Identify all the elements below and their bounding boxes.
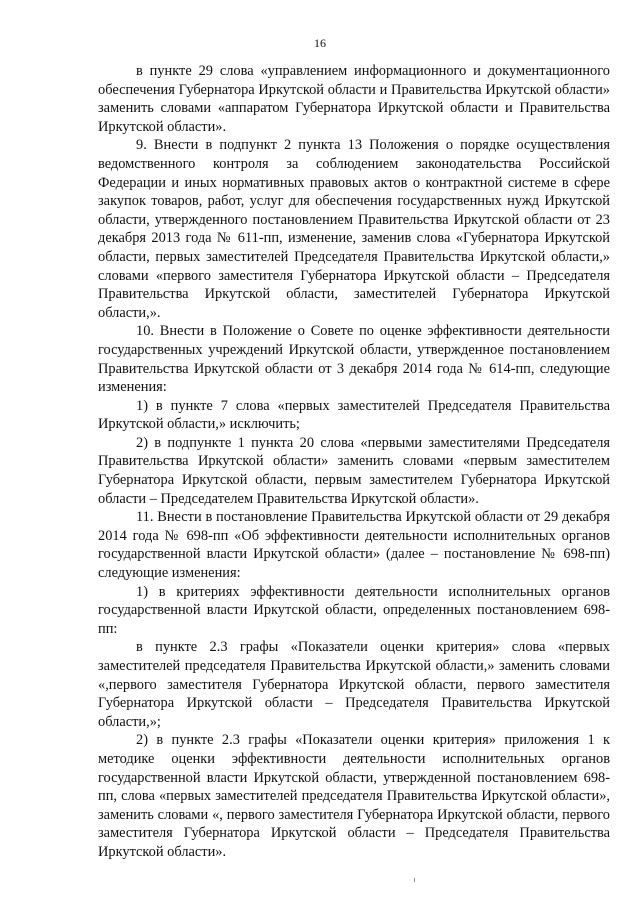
document-body (98, 62, 610, 862)
paragraph: 11. Внести в постановление Правительства Иркутской области от 29 декабря 2014 года № 698-пп «Об эффективности деятельности исполнительных органов государственной власти Иркутской области» (далее – постановление № 698-пп) следующие изменения: (98, 509, 610, 582)
paragraph: 1) в критериях эффективности деятельности исполнительных органов государственной власти Иркутской области, определенных постановлением 698-пп: (98, 583, 610, 637)
paragraph: 2) в подпункте 1 пункта 20 слова «первыми заместителями Председателя Правительства Иркутской области» заменить словами «первым заместителем Губернатора Иркутской области, первым заместителем Губернатора Иркутской области – Председателем Правительства Иркутской области». (98, 434, 610, 507)
scan-speck (414, 878, 415, 882)
page-number: 16 (314, 36, 326, 50)
paragraph: 10. Внести в Положение о Совете по оценке эффективности деятельности государственных учреждений Иркутской области, утвержденное постановлением Правительства Иркутской области от 3 декабря 2014 года № 614-пп, следующие изменения: (98, 323, 610, 396)
paragraph: 1) в пункте 7 слова «первых заместителей Председателя Правительства Иркутской области,» исключить; (98, 397, 610, 433)
paragraph: 2) в пункте 2.3 графы «Показатели оценки критерия» приложения 1 к методике оценки эффективности деятельности исполнительных органов государственной власти Иркутской области, утвержденной постановлением 698-пп, слова «первых заместителей председателя Правительства Иркутской области», заменить словами «, первого заместителя Губернатора Иркутской области, первого заместителя Губернатора Иркутской области – Председателя Правительства Иркутской области». (98, 732, 610, 860)
paragraph: 9. Внести в подпункт 2 пункта 13 Положения о порядке осуществления ведомственного контроля за соблюдением законодательства Российской Федерации и иных нормативных правовых актов о контрактной системе в сфере закупок товаров, работ, услуг для обеспечения государственных нужд Иркутской области, утвержденного постановлением Правительства Иркутской области от 23 декабря 2013 года № 611-пп, изменение, заменив слова «Губернатора Иркутской области, первых заместителей Председателя Правительства Иркутской области,» словами «первого заместителя Губернатора Иркутской области – Председателя Правительства Иркутской области, заместителей Губернатора Иркутской области,». (98, 137, 610, 321)
paragraph: в пункте 2.3 графы «Показатели оценки критерия» слова «первых заместителей председателя Правительства Иркутской области,» заменить словами «,первого заместителя Губернатора Иркутской области, первого заместителя Губернатора Иркутской области – Председателя Правительства Иркутской области,»; (98, 639, 610, 730)
paragraph: в пункте 29 слова «управлением информационного и документационного обеспечения Губернатора Иркутской области и Правительства Иркутской области» заменить словами «аппаратом Губернатора Иркутской области и Правительства Иркутской области». (98, 63, 610, 135)
